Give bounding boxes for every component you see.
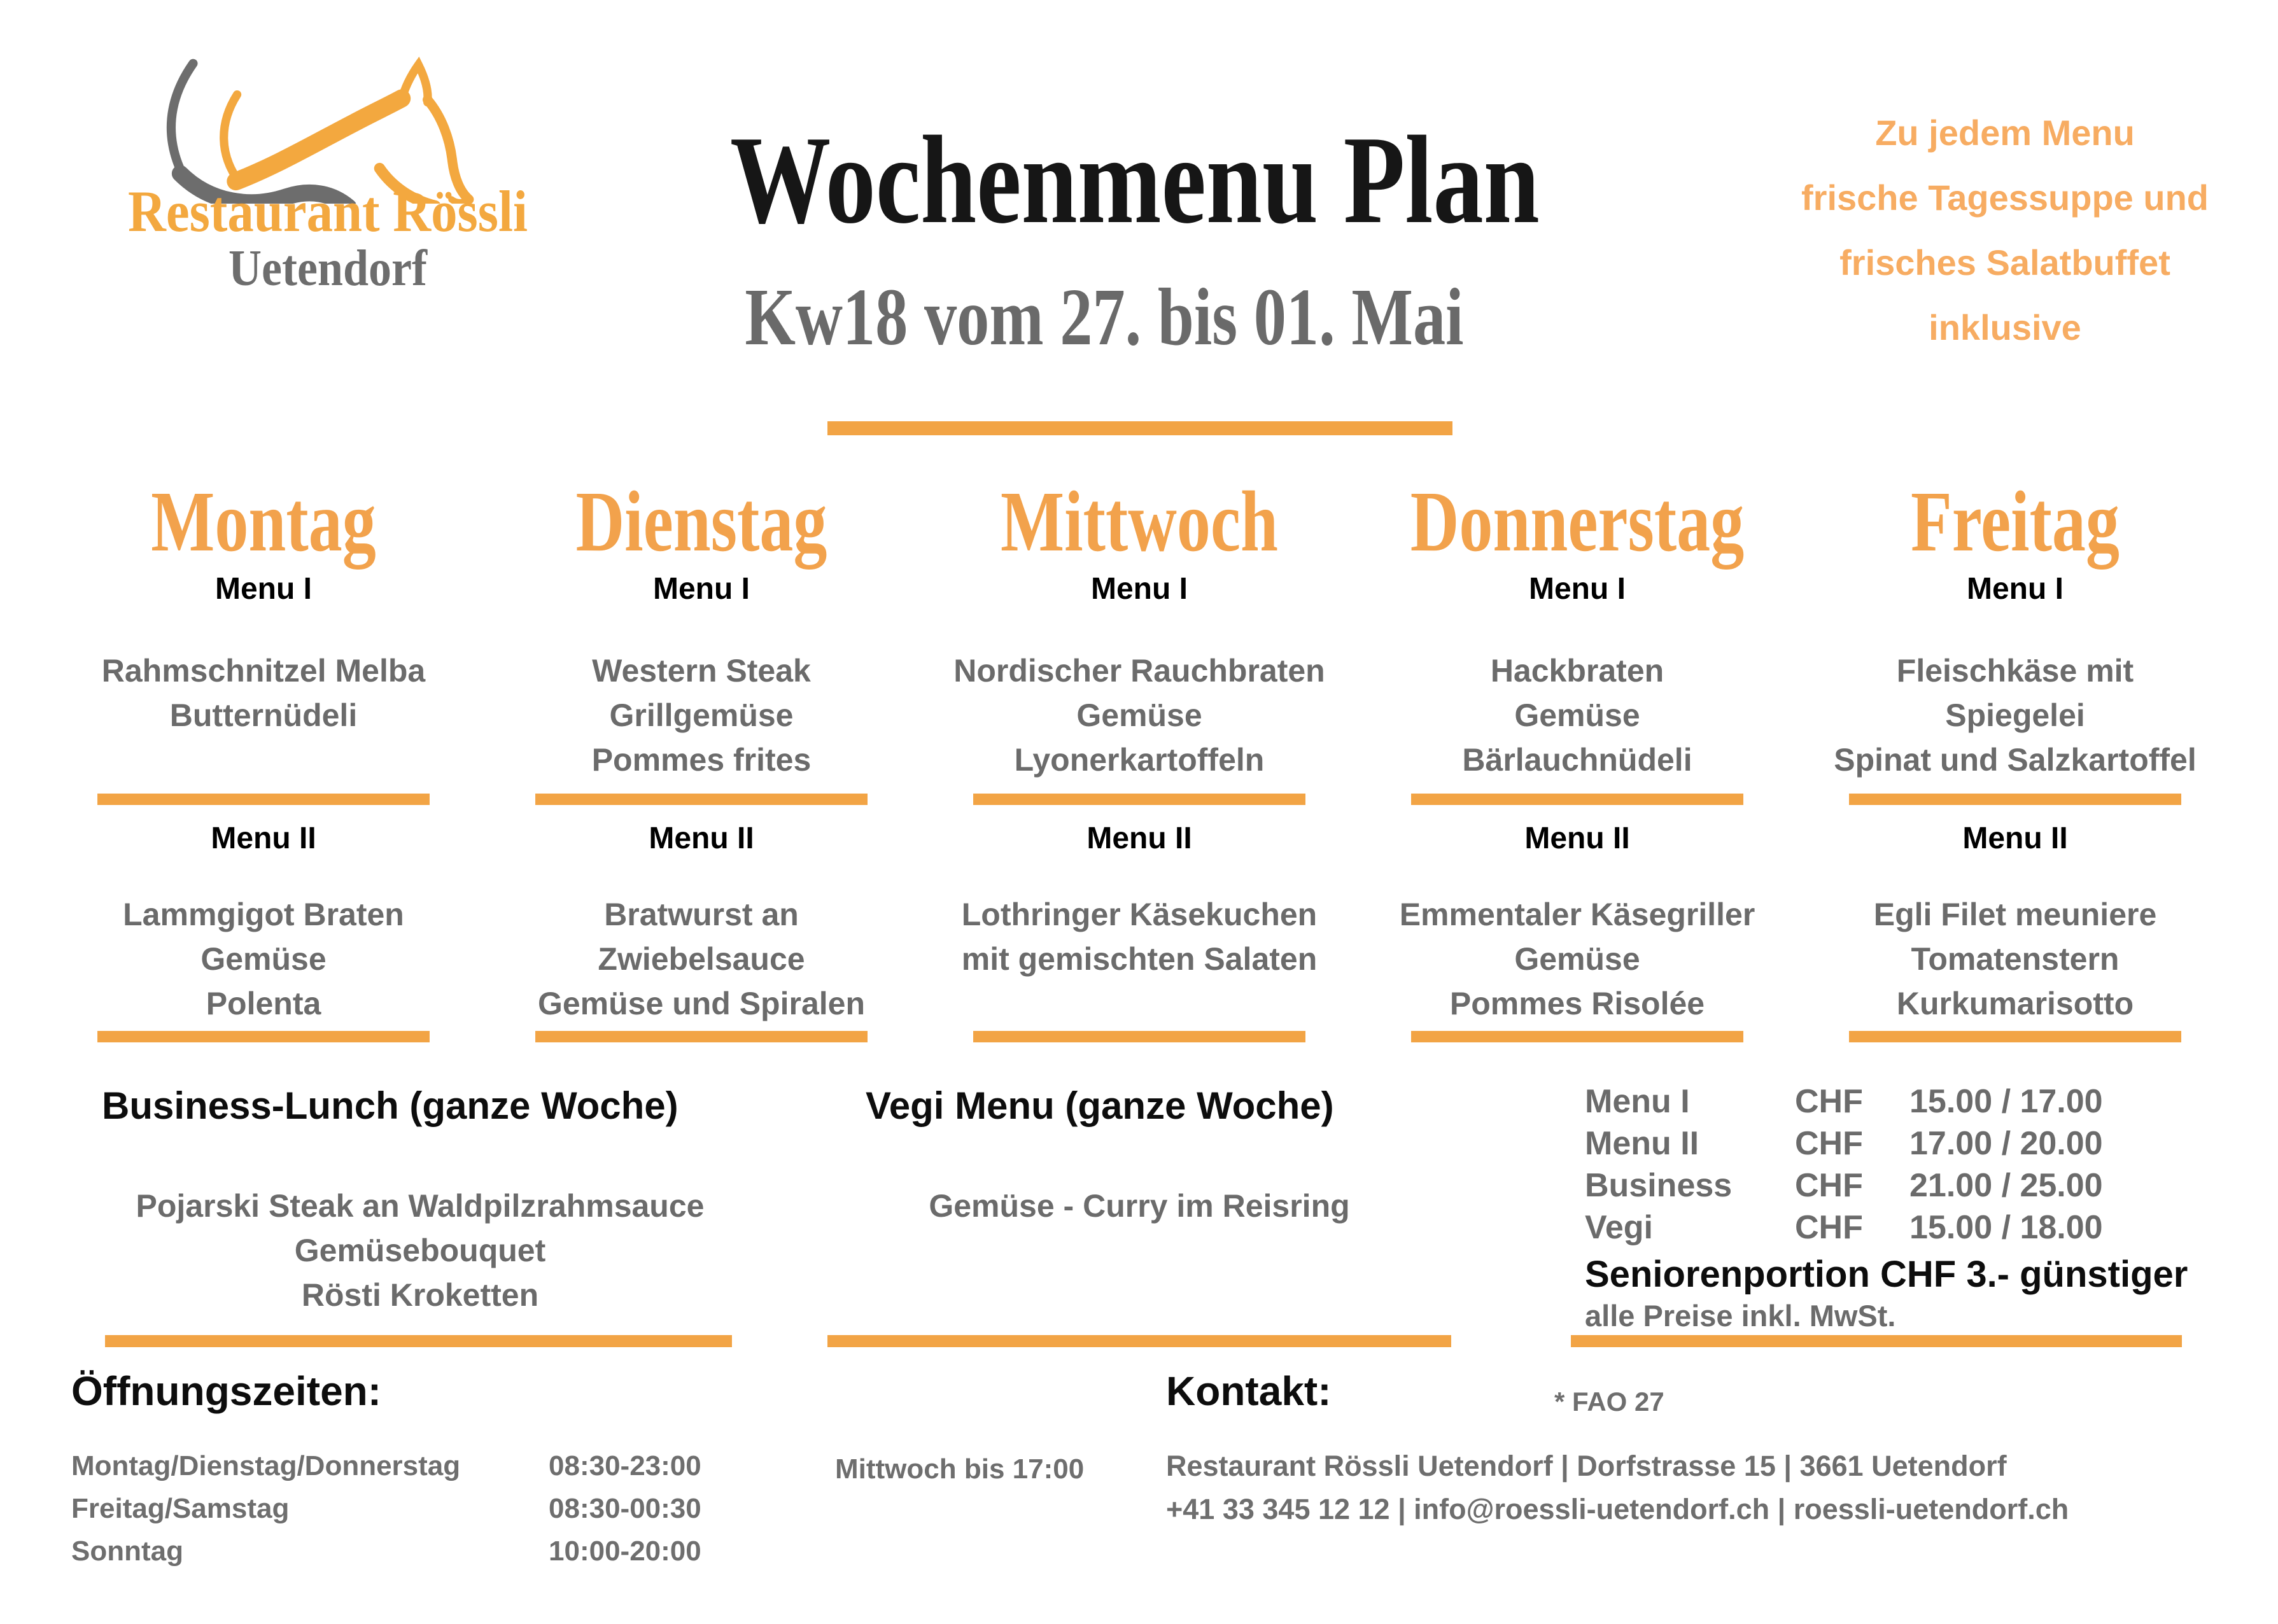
contact-title: Kontakt: — [1166, 1368, 1332, 1414]
menu-item: Lothringer Käsekuchen — [961, 897, 1318, 932]
menu-item: Pojarski Steak an Waldpilzrahmsauce — [136, 1188, 705, 1224]
day-name: Freitag — [1911, 474, 2120, 570]
menu-item: Pommes frites — [591, 742, 812, 778]
senior-portion-note: Seniorenportion CHF 3.- günstiger — [1585, 1254, 2188, 1295]
menu-item: Egli Filet meuniere — [1873, 897, 2157, 932]
orange-divider — [535, 1031, 868, 1042]
contact-address-line: Restaurant Rössli Uetendorf | Dorfstrasse 15 | 3661 Uetendorf — [1166, 1450, 2007, 1482]
menu1-items — [45, 648, 482, 782]
price-row — [1585, 1207, 2247, 1249]
contact-info — [1166, 1445, 2261, 1531]
price-list — [1585, 1081, 2247, 1335]
logo-restaurant-name: Restaurant Rössli — [128, 179, 528, 244]
vegi-divider-bar — [827, 1335, 1451, 1347]
menu-item: Emmentaler Käsegriller — [1399, 897, 1755, 932]
hours-time: 10:00-20:00 — [549, 1536, 701, 1567]
business-lunch-section — [83, 1082, 757, 1317]
menu1-label: Menu I — [1091, 572, 1188, 606]
menu1-items — [1358, 648, 1796, 782]
page-title: Wochenmenu Plan — [730, 110, 1540, 249]
hours-time: 08:30-00:30 — [549, 1493, 701, 1524]
day-name: Donnerstag — [1410, 474, 1745, 570]
price-currency: CHF — [1795, 1083, 1863, 1120]
price-label: Vegi — [1585, 1209, 1653, 1246]
menu2-label: Menu II — [1086, 822, 1192, 855]
menu2-items — [1358, 892, 1796, 1026]
price-currency: CHF — [1795, 1125, 1863, 1162]
vegi-menu-title: Vegi Menu (ganze Woche) — [866, 1084, 1334, 1127]
business-lunch-title: Business-Lunch (ganze Woche) — [102, 1084, 678, 1127]
menu-item: Rösti Kroketten — [301, 1277, 539, 1313]
business-divider-bar — [105, 1335, 732, 1347]
price-label: Business — [1585, 1167, 1733, 1204]
hours-days: Freitag/Samstag — [71, 1493, 290, 1524]
menu-item: mit gemischten Salaten — [961, 941, 1318, 977]
menu2-items — [1796, 892, 2234, 1026]
orange-divider — [1411, 1031, 1744, 1042]
price-value: 15.00 / 17.00 — [1909, 1083, 2103, 1120]
menu-item: Grillgemüse — [609, 697, 794, 733]
menu1-label: Menu I — [215, 572, 312, 606]
menu-item: Western Steak — [592, 653, 811, 689]
menu-item: Pommes Risolée — [1449, 986, 1705, 1021]
menu-item: Kurkumarisotto — [1896, 986, 2134, 1021]
day-column-mittwoch — [920, 474, 1358, 1042]
fao-note: * FAO 27 — [1554, 1387, 1664, 1417]
menu2-label: Menu II — [211, 822, 316, 855]
day-column-dienstag — [482, 474, 920, 1042]
price-value: 21.00 / 25.00 — [1909, 1167, 2103, 1204]
menu2-items — [482, 892, 920, 1026]
menu-item: Gemüse und Spiralen — [537, 986, 865, 1021]
day-column-freitag — [1796, 474, 2234, 1042]
menu-item: Hackbraten — [1490, 653, 1664, 689]
menu-item: Gemüse — [1514, 941, 1640, 977]
hours-days: Sonntag — [71, 1536, 183, 1567]
menu-item: Gemüse — [1514, 697, 1640, 733]
menu-item: Fleischkäse mit — [1896, 653, 2134, 689]
vegi-menu-section — [847, 1082, 1432, 1228]
menu-note-line: Zu jedem Menu — [1875, 113, 2135, 153]
contact-phone-line: +41 33 345 12 12 | info@roessli-uetendorf.ch | roessli-uetendorf.ch — [1166, 1493, 2069, 1525]
menu-item: Nordischer Rauchbraten — [953, 653, 1325, 689]
orange-divider — [1411, 794, 1744, 805]
menu-item: Gemüsebouquet — [294, 1233, 546, 1268]
opening-hours-title: Öffnungszeiten: — [71, 1368, 382, 1414]
menu-item: Butternüdeli — [169, 697, 358, 733]
menu-note-line: frische Tagessuppe und — [1801, 178, 2209, 218]
price-currency: CHF — [1795, 1167, 1863, 1204]
menu-item: Zwiebelsauce — [598, 941, 805, 977]
menu-item: Spiegelei — [1945, 697, 2085, 733]
menu-item: Polenta — [206, 986, 321, 1021]
menu-item: Spinat und Salzkartoffel — [1834, 742, 2197, 778]
menu-item: Gemüse — [1076, 697, 1202, 733]
price-row — [1585, 1165, 2247, 1207]
menu-item: Gemüse - Curry im Reisring — [929, 1188, 1350, 1224]
menu-item: Rahmschnitzel Melba — [101, 653, 426, 689]
price-label: Menu I — [1585, 1083, 1690, 1120]
menu-note — [1754, 101, 2256, 360]
day-name: Montag — [151, 474, 376, 570]
menu-item: Tomatenstern — [1911, 941, 2120, 977]
price-label: Menu II — [1585, 1125, 1699, 1162]
opening-hours-table — [71, 1445, 803, 1572]
menu1-items — [920, 648, 1358, 782]
price-currency: CHF — [1795, 1209, 1863, 1246]
orange-divider — [973, 1031, 1306, 1042]
menu-item: Lammgigot Braten — [123, 897, 404, 932]
price-value: 17.00 / 20.00 — [1909, 1125, 2103, 1162]
orange-divider — [535, 794, 868, 805]
menu2-items — [45, 892, 482, 1026]
hours-days: Montag/Dienstag/Donnerstag — [71, 1450, 461, 1481]
menu2-items — [920, 892, 1358, 1026]
menu1-label: Menu I — [1529, 572, 1626, 606]
menu2-label: Menu II — [1962, 822, 2068, 855]
menu-note-line: frisches Salatbuffet — [1839, 242, 2170, 283]
orange-divider — [1849, 1031, 2182, 1042]
menu-item: Bratwurst an — [604, 897, 799, 932]
menu1-label: Menu I — [1967, 572, 2064, 606]
price-row — [1585, 1081, 2247, 1123]
menu-item: Gemüse — [200, 941, 327, 977]
price-value: 15.00 / 18.00 — [1909, 1209, 2103, 1246]
day-column-montag — [45, 474, 482, 1042]
menu1-label: Menu I — [653, 572, 750, 606]
menu1-items — [482, 648, 920, 782]
logo-city: Uetendorf — [229, 241, 427, 297]
orange-divider — [97, 1031, 430, 1042]
wednesday-hours-note: Mittwoch bis 17:00 — [835, 1453, 1085, 1485]
day-column-donnerstag — [1358, 474, 1796, 1042]
menu1-items — [1796, 648, 2234, 782]
menu-note-line: inklusive — [1929, 307, 2081, 347]
menu2-label: Menu II — [649, 822, 754, 855]
price-row — [1585, 1123, 2247, 1165]
opening-hours-row — [71, 1487, 803, 1530]
orange-divider — [97, 794, 430, 805]
menu-item: Lyonerkartoffeln — [1014, 742, 1265, 778]
menu2-label: Menu II — [1524, 822, 1630, 855]
orange-divider — [1849, 794, 2182, 805]
day-name: Dienstag — [575, 474, 827, 570]
page-subtitle: Kw18 vom 27. bis 01. Mai — [745, 272, 1464, 362]
opening-hours-row — [71, 1530, 803, 1572]
opening-hours-row — [71, 1445, 803, 1487]
header-divider-bar — [827, 421, 1452, 435]
menu-item: Bärlauchnüdeli — [1462, 742, 1692, 778]
orange-divider — [973, 794, 1306, 805]
week-menu-grid — [45, 474, 2234, 1042]
restaurant-logo — [95, 19, 560, 297]
day-name: Mittwoch — [1001, 474, 1278, 570]
hours-time: 08:30-23:00 — [549, 1450, 701, 1481]
price-divider-bar — [1571, 1335, 2182, 1347]
vegi-menu-items — [847, 1184, 1432, 1228]
business-lunch-items — [83, 1184, 757, 1317]
vat-note: alle Preise inkl. MwSt. — [1585, 1299, 1896, 1333]
